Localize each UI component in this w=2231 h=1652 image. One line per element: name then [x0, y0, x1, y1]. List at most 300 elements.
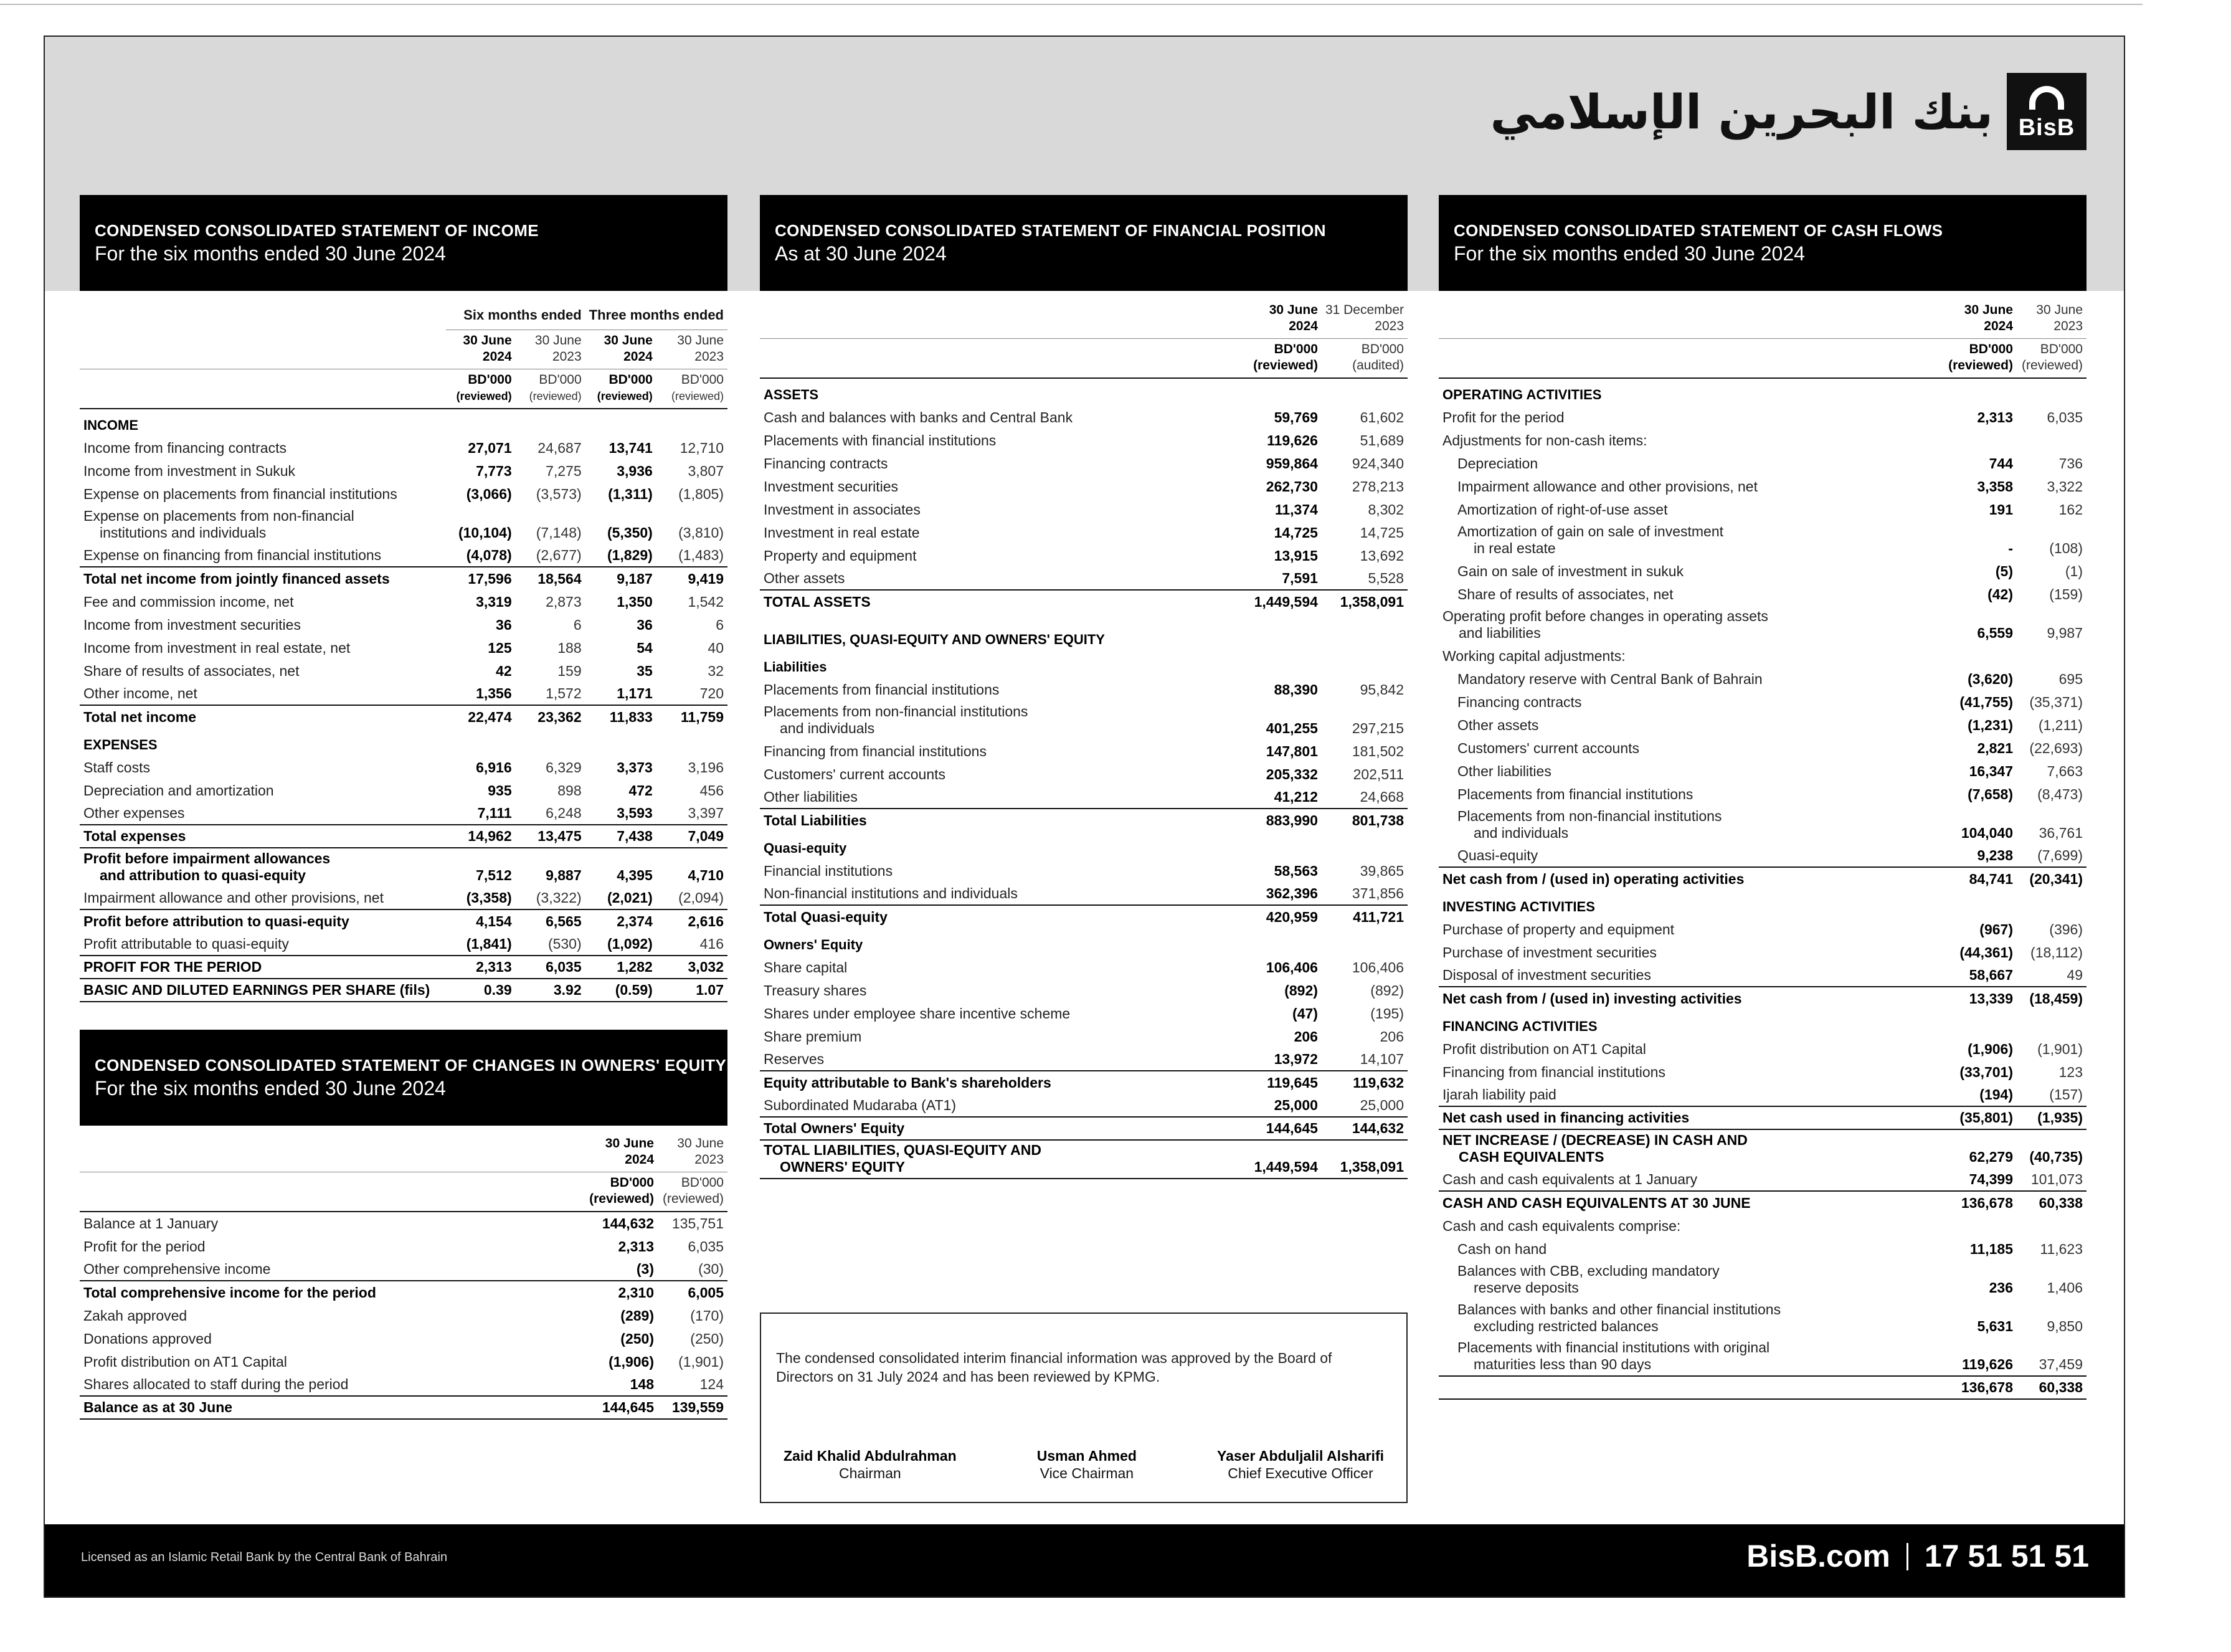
line-item-row: [760, 1025, 1408, 1048]
line-item-value: 14,725: [1274, 525, 1318, 541]
section-heading: INVESTING ACTIVITIES: [1442, 899, 1595, 914]
column-year: 2024: [625, 1152, 654, 1167]
line-item-label: [760, 521, 1249, 544]
line-item-row: [80, 436, 727, 459]
line-item-label: [1439, 1376, 1944, 1399]
column-date-line: 30 June: [677, 333, 724, 348]
column-status: (reviewed): [662, 1192, 724, 1206]
label-line: Placements from financial institutions: [1457, 786, 1693, 802]
column-date-line: 30 June: [2036, 303, 2083, 317]
line-item-value: (157): [2049, 1086, 2083, 1103]
column-unit: [1322, 339, 1408, 379]
label-line: Placements with financial institutions: [764, 432, 997, 449]
column-unit-row: [80, 1172, 727, 1212]
line-item-value: 924,340: [1352, 455, 1404, 472]
line-item-row: [80, 636, 727, 659]
label-line: Adjustments for non-cash items:: [1442, 432, 1647, 449]
section-heading-row: [760, 928, 1408, 956]
line-item-row: [760, 979, 1408, 1002]
column-group-label: Three months ended: [585, 307, 727, 330]
bank-name-arabic: بنك البحرين الإسلامي: [1490, 83, 1993, 140]
label-line: Investment in associates: [764, 501, 921, 518]
line-item-value: 101,073: [2030, 1171, 2083, 1187]
line-item-value: 144,632: [1322, 1117, 1408, 1140]
label-line: Balances with banks and other financial institutions: [1457, 1301, 1781, 1317]
line-item-label: [760, 956, 1249, 979]
line-item-value: (289): [620, 1308, 654, 1324]
line-item-value: 6: [716, 617, 724, 633]
column-date-line: 30 June: [463, 333, 512, 348]
signatory-name: Zaid Khalid Abdulrahman: [784, 1448, 957, 1464]
column-unit: [658, 1172, 727, 1212]
label-line-continued: and individuals: [780, 720, 875, 736]
line-item-value: 95,842: [1360, 681, 1404, 698]
column-middle: [760, 195, 1408, 1179]
signatory: [1037, 1447, 1137, 1482]
label-line: Staff costs: [83, 759, 150, 776]
label-line-continued: and liabilities: [1459, 625, 1541, 641]
line-item-value: [1944, 1214, 2017, 1237]
spacer: [80, 1172, 585, 1212]
section-heading-row: [80, 728, 727, 756]
line-item-label: [1439, 782, 1944, 805]
licence-text: Licensed as an Islamic Retail Bank by the Central Bank of Bahrain: [81, 1550, 448, 1564]
line-item-row: [1439, 1214, 2087, 1237]
line-item-row: [1439, 1037, 2087, 1060]
line-item-value: 205,332: [1266, 766, 1318, 782]
label-line: Purchase of investment securities: [1442, 944, 1657, 961]
position-statement-subtitle: As at 30 June 2024: [775, 242, 947, 265]
line-item-value: 5,528: [1368, 570, 1404, 586]
label-line: Cash and cash equivalents at 1 January: [1442, 1171, 1698, 1187]
line-item-value: 278,213: [1352, 478, 1404, 495]
bisb-logo-icon: [2007, 73, 2087, 150]
income-statement-table: [80, 307, 727, 1002]
label-line: NET INCREASE / (DECREASE) IN CASH AND: [1442, 1132, 1748, 1148]
line-item-row: [760, 859, 1408, 882]
line-item-value: (1,935): [2017, 1106, 2087, 1129]
phone-number[interactable]: 17 51 51 51: [1924, 1539, 2089, 1574]
line-item-label: [80, 544, 446, 567]
line-item-label: [80, 659, 446, 682]
line-item-value: (1,901): [2037, 1041, 2083, 1057]
column-header-row: [80, 1133, 727, 1172]
total-row: [80, 1281, 727, 1304]
column-currency: BD'000: [539, 373, 582, 387]
total-row: [80, 567, 727, 590]
line-item-value: 147,801: [1266, 743, 1318, 759]
line-item-value: 7,663: [2047, 763, 2083, 779]
line-item-label: [760, 809, 1249, 832]
line-item-value: 136,678: [1944, 1376, 2017, 1399]
label-line: Customers' current accounts: [1457, 740, 1640, 756]
label-line: Property and equipment: [764, 548, 917, 564]
line-item-value: 58,667: [1969, 967, 2013, 983]
income-statement-header: [80, 195, 727, 291]
line-item-label: [1439, 736, 1944, 759]
line-item-value: (7,658): [1968, 786, 2013, 802]
equity-statement-header: [80, 1030, 727, 1126]
line-item-value: 60,338: [2017, 1191, 2087, 1214]
line-item-value: 6,916: [476, 759, 512, 776]
line-item-value: 206: [1294, 1028, 1318, 1045]
line-item-label: [1439, 867, 1944, 890]
column-year: 2023: [694, 349, 724, 364]
line-item-row: [80, 1235, 727, 1258]
line-item-value: (194): [1979, 1086, 2013, 1103]
label-line: Total expenses: [83, 828, 186, 844]
line-item-row: [1439, 805, 2087, 844]
label-line: Profit distribution on AT1 Capital: [1442, 1041, 1646, 1057]
line-item-label: [760, 882, 1249, 905]
line-item-value: 411,721: [1322, 905, 1408, 928]
label-line: Mandatory reserve with Central Bank of Bahrain: [1457, 671, 1763, 687]
column-unit-row: [80, 369, 727, 409]
column-year: 2023: [1375, 319, 1404, 333]
line-item-label: [80, 886, 446, 909]
total-row: [80, 825, 727, 848]
line-item-value: 7,512: [446, 848, 516, 886]
line-item-value: [2017, 1214, 2087, 1237]
line-item-label: [760, 762, 1249, 786]
line-item-value: 7,049: [656, 825, 727, 848]
label-line: Other assets: [1457, 717, 1539, 733]
total-row: [80, 1396, 727, 1419]
section-heading: LIABILITIES, QUASI-EQUITY AND OWNERS' EQUITY: [764, 632, 1105, 647]
column-date: [2017, 300, 2087, 339]
line-item-label: [760, 1071, 1249, 1094]
line-item-value: 206: [1380, 1028, 1404, 1045]
line-item-value: (4,078): [466, 547, 512, 563]
label-line: Net cash from / (used in) investing activities: [1442, 990, 1742, 1007]
column-currency: BD'000: [468, 373, 512, 387]
line-item-row: [760, 762, 1408, 786]
line-item-row: [80, 682, 727, 705]
line-item-value: 32: [708, 663, 724, 679]
column-date: [516, 330, 585, 369]
line-item-value: 49: [2067, 967, 2083, 983]
column-status: (reviewed): [456, 390, 512, 402]
label-line: TOTAL ASSETS: [764, 594, 871, 610]
line-item-value: 3,032: [656, 956, 727, 979]
line-item-value: [2017, 644, 2087, 667]
total-row: [760, 590, 1408, 613]
line-item-value: 191: [1989, 501, 2013, 518]
website-link[interactable]: BisB.com: [1746, 1539, 1890, 1574]
line-item-value: 18,564: [516, 567, 585, 590]
line-item-row: [1439, 1237, 2087, 1260]
line-item-value: 3,322: [2047, 478, 2083, 495]
line-item-label: [1439, 1299, 1944, 1337]
label-line: Depreciation: [1457, 455, 1538, 472]
label-line: Shares allocated to staff during the period: [83, 1376, 349, 1392]
column-currency: BD'000: [681, 373, 724, 387]
line-item-value: 3,936: [617, 463, 653, 479]
line-item-row: [1439, 844, 2087, 867]
line-item-value: 3,319: [476, 594, 512, 610]
label-line: Gain on sale of investment in sukuk: [1457, 563, 1684, 579]
spacer: [1439, 300, 1944, 339]
line-item-value: (3,810): [678, 525, 724, 541]
line-item-label: [80, 1327, 585, 1350]
line-item-label: [760, 979, 1249, 1002]
line-item-label: [760, 1140, 1249, 1179]
line-item-label: [1439, 644, 1944, 667]
label-line: Treasury shares: [764, 982, 867, 999]
line-item-label: [1439, 406, 1944, 429]
line-item-value: 119,632: [1322, 1071, 1408, 1094]
line-item-value: 14,725: [1360, 525, 1404, 541]
column-unit: [1249, 339, 1322, 379]
line-item-value: 16,347: [1969, 763, 2013, 779]
line-item-value: 2,310: [585, 1281, 658, 1304]
label-line: Cash and cash equivalents comprise:: [1442, 1218, 1681, 1234]
column-date-line: 31 December: [1325, 303, 1404, 317]
signatory-role: Chairman: [839, 1465, 901, 1481]
line-item-value: 1,282: [585, 956, 656, 979]
line-item-value: (18,459): [2017, 987, 2087, 1010]
line-item-value: (396): [2049, 921, 2083, 938]
line-item-value: (10,104): [458, 525, 512, 541]
line-item-label: [1439, 964, 1944, 987]
label-line: Profit attributable to quasi-equity: [83, 936, 289, 952]
signatories: [776, 1447, 1391, 1482]
line-item-row: [80, 482, 727, 505]
line-item-value: 37,459: [2039, 1356, 2083, 1372]
line-item-value: (7,148): [536, 525, 582, 541]
line-item-row: [760, 567, 1408, 590]
line-item-value: (108): [2049, 540, 2083, 556]
column-date-line: 30 June: [605, 1136, 654, 1151]
line-item-value: (892): [1370, 982, 1404, 999]
line-item-label: [80, 1212, 585, 1235]
label-line: TOTAL LIABILITIES, QUASI-EQUITY AND: [764, 1142, 1041, 1158]
label-line-continued: maturities less than 90 days: [1474, 1356, 1652, 1372]
column-currency: BD'000: [1969, 342, 2013, 356]
column-currency: BD'000: [2040, 342, 2083, 356]
label-line: Investment securities: [764, 478, 899, 495]
line-item-value: 7,591: [1282, 570, 1318, 586]
line-item-value: 136,678: [1944, 1191, 2017, 1214]
line-item-label: [1439, 1237, 1944, 1260]
line-item-row: [760, 521, 1408, 544]
line-item-label: [1439, 844, 1944, 867]
line-item-value: (33,701): [1959, 1064, 2013, 1080]
line-item-value: 61,602: [1360, 409, 1404, 425]
line-item-value: 144,632: [602, 1215, 654, 1232]
label-line: Total net income from jointly financed assets: [83, 571, 390, 587]
section-heading-row: [1439, 1010, 2087, 1037]
label-line-continued: and individuals: [1474, 825, 1569, 841]
line-item-label: [1439, 1037, 1944, 1060]
line-item-value: (44,361): [1959, 944, 2013, 961]
line-item-row: [80, 1327, 727, 1350]
line-item-row: [1439, 644, 2087, 667]
equity-statement-subtitle: For the six months ended 30 June 2024: [95, 1077, 446, 1099]
line-item-value: (3,573): [536, 486, 582, 502]
line-item-label: [1439, 521, 1944, 559]
line-item-value: (1,805): [678, 486, 724, 502]
line-item-value: 51,689: [1360, 432, 1404, 449]
line-item-value: 236: [1989, 1279, 2013, 1296]
line-item-value: 13,972: [1274, 1051, 1318, 1067]
label-line: Placements from non-financial institutions: [764, 703, 1028, 719]
line-item-value: 456: [699, 782, 724, 799]
line-item-label: [80, 956, 446, 979]
label-line: Financing from financial institutions: [1442, 1064, 1665, 1080]
line-item-value: 935: [488, 782, 512, 799]
line-item-value: 148: [630, 1376, 654, 1392]
total-row: [760, 809, 1408, 832]
line-item-value: (1,231): [1968, 717, 2013, 733]
label-line: Share of results of associates, net: [83, 663, 300, 679]
spacer: [80, 330, 446, 369]
line-item-value: 883,990: [1249, 809, 1322, 832]
label-line-continued: reserve deposits: [1474, 1279, 1579, 1296]
line-item-label: [760, 678, 1249, 701]
line-item-value: 401,255: [1266, 720, 1318, 736]
line-item-label: [1439, 1191, 1944, 1214]
line-item-value: 104,040: [1961, 825, 2013, 841]
contact-info: [1746, 1538, 2089, 1574]
line-item-row: [760, 544, 1408, 567]
line-item-value: (5): [1995, 563, 2013, 579]
line-item-label: [760, 905, 1249, 928]
line-item-value: (967): [1979, 921, 2013, 938]
column-date-line: 30 June: [534, 333, 582, 348]
line-item-value: 74,399: [1969, 1171, 2013, 1187]
footer-bar: [45, 1524, 2125, 1597]
line-item-value: (35,801): [1944, 1106, 2017, 1129]
total-row: [1439, 987, 2087, 1010]
line-item-value: 84,741: [1944, 867, 2017, 890]
line-item-label: [80, 779, 446, 802]
label-line: Ijarah liability paid: [1442, 1086, 1556, 1103]
line-item-value: 3,196: [688, 759, 724, 776]
column-date: [1249, 300, 1322, 339]
column-currency: BD'000: [609, 373, 653, 387]
line-item-value: (195): [1370, 1005, 1404, 1022]
line-item-value: (170): [690, 1308, 724, 1324]
line-item-label: [760, 1002, 1249, 1025]
line-item-value: 139,559: [658, 1396, 727, 1419]
line-item-value: 1,350: [617, 594, 653, 610]
line-item-value: 13,692: [1360, 548, 1404, 564]
line-item-value: (18,112): [2030, 944, 2083, 961]
column-unit: [585, 369, 656, 409]
label-line: Total comprehensive income for the period: [83, 1284, 376, 1301]
line-item-value: 14,107: [1360, 1051, 1404, 1067]
column-date: [585, 330, 656, 369]
line-item-row: [80, 544, 727, 567]
line-item-label: [760, 498, 1249, 521]
label-line: Depreciation and amortization: [83, 782, 274, 799]
spacer: [80, 307, 446, 330]
label-line: Total net income: [83, 709, 197, 725]
line-item-label: [1439, 941, 1944, 964]
section-heading-row: [760, 832, 1408, 859]
line-item-value: 420,959: [1249, 905, 1322, 928]
line-item-label: [760, 739, 1249, 762]
column-currency: BD'000: [610, 1175, 654, 1190]
line-item-label: [80, 1304, 585, 1327]
line-item-label: [1439, 1060, 1944, 1083]
line-item-value: 1,449,594: [1249, 1140, 1322, 1179]
line-item-value: 39,865: [1360, 863, 1404, 879]
column-date-line: 30 June: [1964, 303, 2013, 317]
line-item-row: [1439, 605, 2087, 644]
column-date-line: 30 June: [677, 1136, 724, 1151]
line-item-value: 41,212: [1274, 789, 1318, 805]
column-status: (reviewed): [589, 1192, 654, 1206]
line-item-value: 4,710: [656, 848, 727, 886]
line-item-row: [760, 882, 1408, 905]
line-item-value: (40,735): [2017, 1129, 2087, 1168]
line-item-value: 898: [557, 782, 582, 799]
line-item-value: 23,362: [516, 705, 585, 728]
line-item-value: 1,542: [688, 594, 724, 610]
label-line: Amortization of right-of-use asset: [1457, 501, 1668, 518]
cashflow-statement-table: [1439, 300, 2087, 1400]
line-item-value: 123: [2058, 1064, 2083, 1080]
label-line: Total Liabilities: [764, 812, 867, 828]
column-status: (reviewed): [597, 390, 653, 402]
line-item-value: 7,438: [585, 825, 656, 848]
line-item-value: 13,915: [1274, 548, 1318, 564]
line-item-label: [80, 705, 446, 728]
line-item-row: [80, 590, 727, 613]
line-item-value: 162: [2058, 501, 2083, 518]
line-item-label: [760, 452, 1249, 475]
column-group-label: Six months ended: [446, 307, 585, 330]
line-item-label: [1439, 690, 1944, 713]
label-line: Placements from financial institutions: [764, 681, 1000, 698]
line-item-value: 119,626: [1267, 432, 1318, 449]
line-item-label: [760, 590, 1249, 613]
column-left: [80, 195, 727, 1420]
line-item-value: 13,741: [609, 440, 653, 456]
label-line: Balances with CBB, excluding mandatory: [1457, 1263, 1720, 1279]
line-item-value: 119,645: [1249, 1071, 1322, 1094]
line-item-value: 6,005: [658, 1281, 727, 1304]
line-item-value: 58,563: [1274, 863, 1318, 879]
line-item-value: (3,066): [466, 486, 512, 502]
signatory-name: Usman Ahmed: [1036, 1448, 1137, 1464]
line-item-value: 11,185: [1969, 1241, 2013, 1257]
line-item-value: 801,738: [1322, 809, 1408, 832]
line-item-value: 959,864: [1266, 455, 1318, 472]
line-item-value: (159): [2049, 586, 2083, 602]
line-item-value: 6: [573, 617, 582, 633]
line-item-value: 9,238: [1977, 847, 2013, 863]
line-item-row: [760, 956, 1408, 979]
label-line: Shares under employee share incentive scheme: [764, 1005, 1071, 1022]
line-item-value: (3): [636, 1261, 654, 1277]
cashflow-statement-header: [1439, 195, 2087, 291]
line-item-row: [80, 1212, 727, 1235]
line-item-value: [1944, 429, 2017, 452]
label-line: Income from investment in Sukuk: [83, 463, 296, 479]
column-year: 2024: [1289, 319, 1318, 333]
line-item-row: [1439, 667, 2087, 690]
line-item-row: [1439, 1337, 2087, 1376]
line-item-value: (41,755): [1959, 694, 2013, 710]
line-item-row: [1439, 452, 2087, 475]
label-line: Equity attributable to Bank's shareholders: [764, 1075, 1051, 1091]
line-item-value: 40: [708, 640, 724, 656]
line-item-label: [80, 682, 446, 705]
line-item-value: 9,987: [2047, 625, 2083, 641]
